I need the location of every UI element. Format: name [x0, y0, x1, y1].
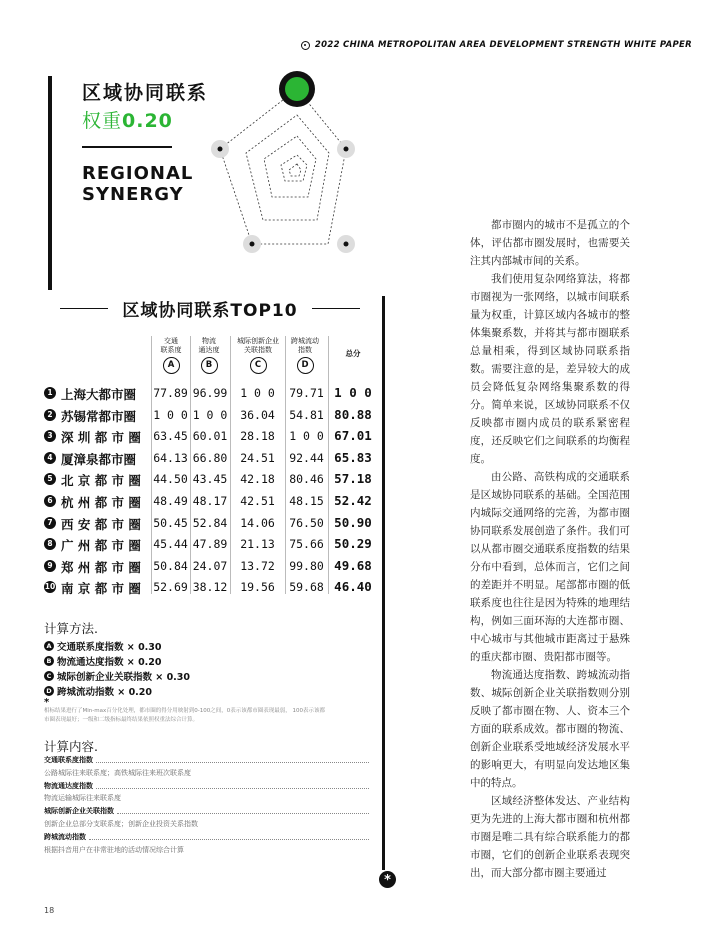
score-total: 49.68 — [334, 557, 372, 573]
col-b-badge: B — [201, 357, 218, 374]
score-b: 96.99 — [192, 386, 228, 400]
asterisk-mark: * — [44, 697, 50, 708]
score-a: 50.84 — [153, 558, 188, 573]
score-b: 43.45 — [192, 472, 228, 487]
content-head-text: 物流通达度指数 — [44, 782, 93, 790]
method-badge: A — [44, 641, 54, 651]
table-row — [44, 491, 378, 513]
score-b: 66.80 — [192, 450, 228, 465]
content-title: 计算内容. — [44, 739, 98, 754]
col-total-label: 总分 — [345, 349, 361, 358]
rank-badge: 9 — [44, 560, 56, 572]
score-total: 65.83 — [334, 449, 372, 465]
col-a-badge: A — [163, 357, 180, 374]
score-d: 54.81 — [289, 407, 324, 422]
content-head-text: 跨城流动指数 — [44, 833, 86, 841]
score-b: 1 0 0 — [192, 407, 228, 422]
score-a: 77.89 — [153, 386, 188, 400]
score-total: 1 0 0 — [334, 385, 372, 400]
top10-title: 区域协同联系TOP10 — [122, 301, 298, 321]
score-a: 44.50 — [153, 472, 188, 487]
table-row — [44, 405, 378, 427]
col-b-line1: 物流 — [202, 337, 216, 345]
score-a: 48.49 — [153, 494, 188, 508]
table-row — [44, 513, 378, 535]
col-d-badge: D — [297, 357, 314, 374]
col-header-a — [150, 337, 192, 374]
metro-name: 郑 州 都 市 圈 — [61, 559, 141, 575]
score-b: 52.84 — [192, 515, 228, 530]
body-text-column — [470, 216, 630, 882]
content-item-head — [44, 806, 369, 816]
weight-label — [82, 106, 173, 133]
table-row — [44, 383, 378, 405]
score-b: 47.89 — [192, 537, 228, 552]
table-row — [44, 556, 378, 578]
score-c: 21.13 — [240, 537, 275, 552]
score-total: 50.29 — [334, 536, 372, 552]
table-row — [44, 469, 378, 491]
body-paragraph: 都市圈内的城市不是孤立的个体，评估都市圈发展时，也需要关注其内部城市间的关系。 — [470, 219, 630, 267]
metro-name: 南 京 都 市 圈 — [61, 581, 141, 597]
score-d: 1 0 0 — [289, 429, 324, 444]
table-row — [44, 577, 378, 599]
col-a-line2: 联系度 — [160, 346, 182, 354]
table-row — [44, 448, 378, 470]
title-en-line2: SYNERGY — [82, 184, 184, 205]
score-total: 67.01 — [334, 428, 372, 444]
body-paragraph: 我们使用复杂网络算法，将都市圈视为一张网络，以城市间联系量为权重，计算区域内各城市的整体集聚系数，并将其与都市圈联系总量相乘，得到区域协同联系指数。需要注意的是，差异较大的成员会降低复杂网络集聚系数的得分。简单来说，区域协同联系不仅反映都市圈内成员的联系紧密程度，还反映它们之间联系的均衡程度。 — [470, 273, 630, 465]
table-row — [44, 534, 378, 556]
score-c: 42.51 — [240, 494, 275, 508]
pentagon-ring-4 — [281, 155, 307, 181]
rank-badge: 6 — [44, 495, 56, 507]
score-a: 45.44 — [153, 537, 188, 552]
col-c-line2: 关联指数 — [244, 346, 272, 354]
col-header-total — [330, 349, 376, 358]
score-c: 28.18 — [240, 429, 275, 444]
rank-badge: 1 — [44, 387, 56, 399]
score-c: 14.06 — [240, 515, 275, 530]
metro-name: 深 圳 都 市 圈 — [61, 430, 141, 446]
table-row — [44, 426, 378, 448]
header-text: 2022 CHINA METROPOLITAN AREA DEVELOPMENT STRENGTH WHITE PAPER — [314, 40, 692, 50]
content-head-text: 城际创新企业关联指数 — [44, 807, 114, 815]
score-d: 76.50 — [289, 515, 324, 530]
metro-name: 苏锡常都市圈 — [61, 408, 137, 424]
score-a: 52.69 — [153, 580, 188, 595]
score-d: 48.15 — [289, 494, 324, 508]
weight-value: 0.20 — [122, 110, 173, 132]
note-line2: 市圈表现最好；一级和二级指标最终结果依照权重法综合计算。 — [44, 717, 199, 723]
rank-badge: 4 — [44, 452, 56, 464]
rank-badge: 7 — [44, 517, 56, 529]
score-d: 59.68 — [289, 580, 324, 595]
body-paragraph: 物流通达度指数、跨城流动指数、城际创新企业关联指数则分别反映了都市圈在物、人、资本三个方面的联系成效。都市圈的物流、创新企业联系受地域经济发展水平的影响更大，有明显向发达地区集中的特点。 — [470, 669, 630, 789]
top10-heading — [60, 296, 360, 321]
score-a: 1 0 0 — [153, 407, 188, 422]
score-c: 24.51 — [240, 450, 275, 465]
heading-line-left — [60, 308, 108, 310]
pentagon-ring-1 — [220, 89, 346, 244]
col-b-line2: 通达度 — [198, 346, 220, 354]
page-header — [301, 40, 692, 50]
metro-name: 厦漳泉都市圈 — [61, 451, 137, 467]
left-accent-bar — [48, 76, 52, 290]
circle-dot-icon — [301, 41, 310, 50]
metro-name: 广 州 都 市 圈 — [61, 538, 141, 554]
method-text: 交通联系度指数 × 0.30 — [57, 642, 162, 653]
score-b: 24.07 — [192, 558, 228, 573]
score-b: 60.01 — [192, 429, 228, 444]
col-d-line2: 指数 — [298, 346, 312, 354]
method-item — [44, 684, 152, 698]
col-header-c — [230, 337, 286, 374]
body-paragraph: 由公路、高铁构成的交通联系是区域协同联系的基础。全国范围内城际交通网络的完善，为都市圈协同联系发展创造了条件。我们可以从都市圈交通联系度指数的结果分布中看到，总体而言，它们之间的差距并不明显。尾部都市圈的低联系度也往往是因为特殊的地理结构，例如三面环海的大连都市圈、中心城市与其他城市距离过于悬殊的重庆都市圈、贵阳都市圈等。 — [470, 471, 630, 663]
rank-badge: 5 — [44, 473, 56, 485]
radar-pentagon-graphic — [200, 60, 390, 260]
rank-badge: 8 — [44, 538, 56, 550]
method-item — [44, 639, 162, 653]
section-title-en — [82, 163, 193, 205]
score-total: 80.88 — [334, 406, 372, 422]
score-total: 50.90 — [334, 514, 372, 530]
score-c: 36.04 — [240, 407, 275, 422]
col-c-line1: 城际创新企业 — [237, 337, 279, 345]
score-total: 57.18 — [334, 471, 372, 487]
content-item-desc: 创新企业总部分支联系度；创新企业投资关系指数 — [44, 820, 198, 828]
method-badge: D — [44, 686, 54, 696]
content-head-text: 交通联系度指数 — [44, 756, 93, 764]
page-number: 18 — [44, 906, 55, 915]
table-right-bar — [382, 296, 385, 870]
pentagon-ring-3 — [264, 136, 316, 197]
body-paragraph: 区域经济整体发达、产业结构更为先进的上海大都市圈和杭州都市圈是唯二具有综合联系能力的都市圈，它们的创新企业联系表现突出，而大部分都市圈主要通过 — [470, 795, 630, 879]
score-b: 38.12 — [192, 580, 228, 595]
method-item — [44, 669, 190, 683]
content-item-head — [44, 781, 369, 791]
score-d: 92.44 — [289, 450, 324, 465]
score-a: 64.13 — [153, 450, 188, 465]
method-badge: B — [44, 656, 54, 666]
title-en-line1: REGIONAL — [82, 163, 194, 184]
content-item-desc: 公路城际往来联系度；高铁城际往来班次联系度 — [44, 769, 191, 777]
metro-name: 杭 州 都 市 圈 — [61, 495, 141, 510]
score-d: 80.46 — [289, 472, 324, 487]
score-a: 50.45 — [153, 515, 188, 530]
score-c: 13.72 — [240, 558, 275, 573]
pentagon-ring-2 — [246, 115, 329, 220]
metro-name: 上海大都市圈 — [61, 387, 137, 402]
method-title: 计算方法. — [44, 621, 98, 636]
method-note — [44, 707, 374, 725]
rank-badge: 2 — [44, 409, 56, 421]
col-header-b — [188, 337, 230, 374]
method-text: 城际创新企业关联指数 × 0.30 — [57, 672, 191, 683]
weight-label-text: 权重 — [82, 110, 123, 132]
metro-name: 北 京 都 市 圈 — [61, 473, 141, 489]
content-item-head — [44, 832, 369, 842]
col-c-badge: C — [250, 357, 267, 374]
score-total: 46.40 — [334, 579, 372, 595]
content-item-desc: 物流运输城际往来联系度 — [44, 794, 121, 802]
pentagon-ring-5 — [289, 164, 301, 176]
content-item-head — [44, 755, 369, 765]
score-d: 79.71 — [289, 386, 324, 400]
score-c: 19.56 — [240, 580, 275, 595]
col-header-d — [283, 337, 327, 374]
rank-badge: 10 — [44, 582, 56, 592]
score-b: 48.17 — [192, 494, 228, 508]
score-c: 1 0 0 — [240, 386, 275, 400]
method-text: 物流通达度指数 × 0.20 — [57, 657, 162, 668]
method-item — [44, 654, 162, 668]
score-total: 52.42 — [334, 493, 372, 508]
star-icon: * — [379, 871, 396, 888]
score-d: 99.80 — [289, 558, 324, 573]
section-title-cn: 区域协同联系 — [82, 82, 209, 104]
method-badge: C — [44, 671, 54, 681]
metro-name: 西 安 都 市 圈 — [61, 516, 141, 532]
score-c: 42.18 — [240, 472, 275, 487]
note-line1: 相标结果进行了Min-max百分化处理，都市圈的得分用映射到0-100之间，0表示该都市圈表现最弱， 100表示该都 — [44, 708, 325, 714]
method-text: 跨城流动指数 × 0.20 — [57, 687, 153, 698]
content-item-desc: 根据抖音用户在非常驻地的活动情况综合计算 — [44, 846, 184, 854]
score-a: 63.45 — [153, 429, 188, 444]
col-a-line1: 交通 — [164, 337, 178, 345]
title-divider — [82, 146, 172, 148]
rank-badge: 3 — [44, 430, 56, 442]
heading-line-right — [312, 308, 360, 310]
score-d: 75.66 — [289, 537, 324, 552]
col-d-line1: 跨城流动 — [291, 337, 319, 345]
